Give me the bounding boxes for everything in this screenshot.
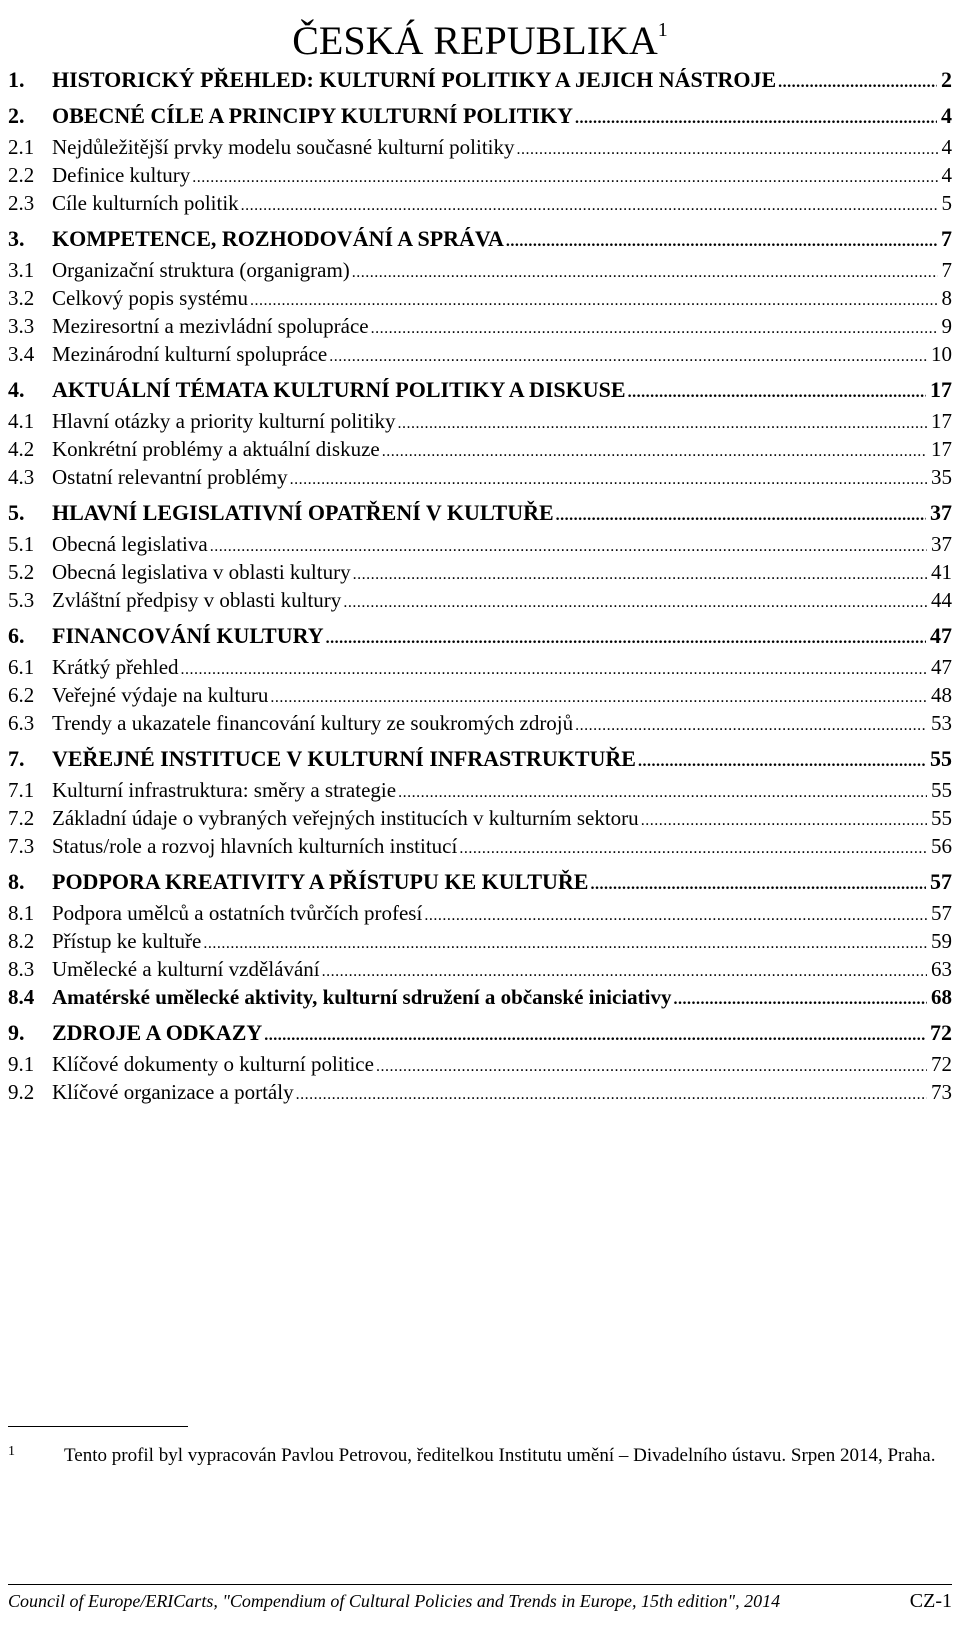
toc-leader-dots — [352, 259, 938, 287]
toc-number: 4.3 — [8, 465, 35, 489]
toc-leader-dots — [326, 625, 926, 653]
toc-number: 7.2 — [8, 806, 35, 830]
toc-leader-dots — [371, 315, 938, 343]
page-number: CZ-1 — [909, 1590, 952, 1612]
toc-number: 6. — [8, 623, 25, 648]
toc-leader-dots — [424, 902, 927, 930]
toc-section[interactable] — [8, 1019, 952, 1047]
toc-title: Veřejné výdaje na kulturu — [52, 683, 269, 707]
toc-page-number: 5 — [941, 191, 952, 215]
toc-number: 3.4 — [8, 342, 35, 366]
toc-leader-dots — [270, 684, 927, 712]
toc-number: 2. — [8, 103, 25, 128]
toc-leader-dots — [575, 105, 937, 133]
toc-subsection[interactable] — [8, 1078, 952, 1106]
toc-title: Krátký přehled — [52, 655, 179, 679]
toc-subsection[interactable] — [8, 776, 952, 804]
toc-number: 7.1 — [8, 778, 35, 802]
toc-page-number: 7 — [941, 258, 952, 282]
toc-number: 3.3 — [8, 314, 35, 338]
toc-section[interactable] — [8, 868, 952, 896]
toc-page-number: 68 — [931, 985, 952, 1009]
toc-leader-dots — [398, 779, 927, 807]
toc-subsection[interactable] — [8, 709, 952, 737]
toc-leader-dots — [296, 1081, 927, 1109]
toc-number: 8.2 — [8, 929, 35, 953]
toc-number: 3.2 — [8, 286, 35, 310]
toc-page-number: 4 — [941, 163, 952, 187]
toc-page-number: 63 — [931, 957, 952, 981]
toc-title: Podpora umělců a ostatních tvůrčích profesí — [52, 901, 423, 925]
toc-leader-dots — [181, 656, 927, 684]
toc-title: Kulturní infrastruktura: směry a strategie — [52, 778, 397, 802]
toc-section[interactable] — [8, 745, 952, 773]
toc-number: 6.1 — [8, 655, 35, 679]
toc-title: Status/role a rozvoj hlavních kulturních institucí — [52, 834, 458, 858]
toc-leader-dots — [382, 438, 927, 466]
toc-page-number: 17 — [931, 437, 952, 461]
toc-title: ZDROJE A ODKAZY — [52, 1020, 263, 1045]
toc-number: 7.3 — [8, 834, 35, 858]
toc-leader-dots — [192, 164, 937, 192]
toc-leader-dots — [506, 228, 937, 256]
toc-title: AKTUÁLNÍ TÉMATA KULTURNÍ POLITIKY A DISKUSE — [52, 377, 626, 402]
toc-page-number: 9 — [941, 314, 952, 338]
toc-title: Amatérské umělecké aktivity, kulturní sdružení a občanské iniciativy — [52, 985, 672, 1009]
toc-page-number: 44 — [931, 588, 952, 612]
toc-subsection[interactable] — [8, 653, 952, 681]
toc-section[interactable] — [8, 376, 952, 404]
toc-subsection[interactable] — [8, 832, 952, 860]
toc-leader-dots — [628, 379, 926, 407]
toc-number: 8.1 — [8, 901, 35, 925]
toc-page-number: 35 — [931, 465, 952, 489]
toc-leader-dots — [203, 930, 927, 958]
toc-subsection[interactable] — [8, 407, 952, 435]
toc-page-number: 37 — [930, 500, 952, 525]
toc-page-number: 41 — [931, 560, 952, 584]
toc-page-number: 4 — [941, 135, 952, 159]
footer-citation: Council of Europe/ERICarts, "Compendium of Cultural Policies and Trends in Europe, 15th edition", 2014 — [8, 1591, 781, 1611]
toc-title: Umělecké a kulturní vzdělávání — [52, 957, 320, 981]
toc-leader-dots — [343, 589, 927, 617]
toc-subsection[interactable] — [8, 681, 952, 709]
toc-page-number: 53 — [931, 711, 952, 735]
footer-divider — [8, 1584, 952, 1585]
toc-page-number: 57 — [931, 901, 952, 925]
toc-section[interactable] — [8, 499, 952, 527]
toc-title: Meziresortní a mezivládní spolupráce — [52, 314, 369, 338]
toc-page-number: 55 — [931, 806, 952, 830]
toc-subsection[interactable] — [8, 312, 952, 340]
toc-page-number: 10 — [931, 342, 952, 366]
toc-number: 9. — [8, 1020, 25, 1045]
toc-number: 8.3 — [8, 957, 35, 981]
toc-leader-dots — [376, 1053, 927, 1081]
toc-subsection[interactable] — [8, 558, 952, 586]
toc-leader-dots — [556, 502, 926, 530]
toc-title: Klíčové organizace a portály — [52, 1080, 294, 1104]
toc-subsection[interactable] — [8, 435, 952, 463]
toc-section[interactable] — [8, 225, 952, 253]
toc-number: 4. — [8, 377, 25, 402]
toc-page-number: 8 — [941, 286, 952, 310]
toc-page-number: 4 — [941, 103, 952, 128]
toc-subsection[interactable] — [8, 899, 952, 927]
toc-leader-dots — [210, 533, 927, 561]
toc-title: Přístup ke kultuře — [52, 929, 202, 953]
toc-page-number: 57 — [930, 869, 952, 894]
toc-leader-dots — [398, 410, 927, 438]
toc-leader-dots — [575, 712, 927, 740]
toc-number: 5.3 — [8, 588, 35, 612]
toc-section[interactable] — [8, 622, 952, 650]
toc-title: Definice kultury — [52, 163, 191, 187]
toc-title: HISTORICKÝ PŘEHLED: KULTURNÍ POLITIKY A JEJICH NÁSTROJE — [52, 67, 777, 92]
toc-title: KOMPETENCE, ROZHODOVÁNÍ A SPRÁVA — [52, 226, 504, 251]
toc-leader-dots — [264, 1022, 926, 1050]
toc-title: Trendy a ukazatele financování kultury ze soukromých zdrojů — [52, 711, 574, 735]
toc-leader-dots — [641, 807, 927, 835]
toc-leader-dots — [353, 561, 927, 589]
toc-title: Cíle kulturních politik — [52, 191, 239, 215]
toc-page-number: 17 — [931, 409, 952, 433]
page-title-text: ČESKÁ REPUBLIKA — [292, 18, 658, 63]
toc-page-number: 72 — [931, 1052, 952, 1076]
toc-subsection[interactable] — [8, 161, 952, 189]
toc-title: Obecná legislativa — [52, 532, 208, 556]
toc-leader-dots — [778, 69, 937, 97]
page-footer — [8, 1590, 952, 1613]
toc-subsection[interactable] — [8, 955, 952, 983]
toc-subsection[interactable] — [8, 463, 952, 491]
toc-page-number: 2 — [941, 67, 952, 92]
toc-title: Konkrétní problémy a aktuální diskuze — [52, 437, 380, 461]
toc-number: 3.1 — [8, 258, 35, 282]
toc-subsection[interactable] — [8, 804, 952, 832]
toc-subsection[interactable] — [8, 983, 952, 1011]
toc-number: 5.2 — [8, 560, 35, 584]
toc-number: 8. — [8, 869, 25, 894]
toc-title: Hlavní otázky a priority kulturní politiky — [52, 409, 396, 433]
toc-title: FINANCOVÁNÍ KULTURY — [52, 623, 324, 648]
toc-page-number: 73 — [931, 1080, 952, 1104]
toc-subsection[interactable] — [8, 284, 952, 312]
toc-title: Základní údaje o vybraných veřejných institucích v kulturním sektoru — [52, 806, 639, 830]
toc-page-number: 55 — [930, 746, 952, 771]
toc-number: 2.1 — [8, 135, 35, 159]
toc-subsection[interactable] — [8, 340, 952, 368]
toc-leader-dots — [674, 986, 928, 1014]
toc-number: 4.2 — [8, 437, 35, 461]
toc-page-number: 37 — [931, 532, 952, 556]
toc-page-number: 48 — [931, 683, 952, 707]
footnote — [8, 1440, 952, 1472]
toc-number: 7. — [8, 746, 25, 771]
toc-number: 6.2 — [8, 683, 35, 707]
toc-page-number: 59 — [931, 929, 952, 953]
footnote-divider — [8, 1426, 188, 1427]
toc-subsection[interactable] — [8, 189, 952, 217]
toc-number: 9.2 — [8, 1080, 35, 1104]
toc-number: 8.4 — [8, 985, 35, 1009]
toc-number: 3. — [8, 226, 25, 251]
toc-page-number: 55 — [931, 778, 952, 802]
toc-title: HLAVNÍ LEGISLATIVNÍ OPATŘENÍ V KULTUŘE — [52, 500, 554, 525]
toc-title: VEŘEJNÉ INSTITUCE V KULTURNÍ INFRASTRUKTUŘE — [52, 746, 636, 771]
toc-subsection[interactable] — [8, 256, 952, 284]
page-title — [0, 0, 960, 63]
toc-number: 5. — [8, 500, 25, 525]
toc-subsection[interactable] — [8, 927, 952, 955]
title-footnote-link[interactable]: 1 — [657, 19, 668, 41]
toc-leader-dots — [517, 136, 938, 164]
toc-leader-dots — [241, 192, 938, 220]
footnote-text: Tento profil byl vypracován Pavlou Petrovou, ředitelkou Institutu umění – Divadelního ústavu. Srpen 2014, Praha. — [64, 1445, 936, 1466]
toc-title: Organizační struktura (organigram) — [52, 258, 350, 282]
toc-title: PODPORA KREATIVITY A PŘÍSTUPU KE KULTUŘE — [52, 869, 589, 894]
toc-leader-dots — [322, 958, 927, 986]
toc-number: 1. — [8, 67, 25, 92]
toc-page-number: 72 — [930, 1020, 952, 1045]
toc-leader-dots — [290, 466, 927, 494]
toc-subsection[interactable] — [8, 530, 952, 558]
toc-page-number: 47 — [931, 655, 952, 679]
toc-section[interactable] — [8, 66, 952, 94]
toc-title: Klíčové dokumenty o kulturní politice — [52, 1052, 374, 1076]
toc-title: Ostatní relevantní problémy — [52, 465, 288, 489]
toc-subsection[interactable] — [8, 133, 952, 161]
toc-leader-dots — [590, 871, 926, 899]
toc-number: 5.1 — [8, 532, 35, 556]
footnote-mark: 1 — [8, 1444, 15, 1459]
toc-title: Mezinárodní kulturní spolupráce — [52, 342, 328, 366]
toc-number: 2.2 — [8, 163, 35, 187]
toc-page-number: 17 — [930, 377, 952, 402]
toc-title: Celkový popis systému — [52, 286, 249, 310]
toc-leader-dots — [329, 343, 927, 371]
toc-subsection[interactable] — [8, 586, 952, 614]
toc-leader-dots — [459, 835, 927, 863]
toc-subsection[interactable] — [8, 1050, 952, 1078]
toc-page-number: 56 — [931, 834, 952, 858]
toc-number: 6.3 — [8, 711, 35, 735]
toc-number: 9.1 — [8, 1052, 35, 1076]
toc-title: Nejdůležitější prvky modelu současné kulturní politiky — [52, 135, 515, 159]
toc-page-number: 7 — [941, 226, 952, 251]
toc-title: OBECNÉ CÍLE A PRINCIPY KULTURNÍ POLITIKY — [52, 103, 573, 128]
toc-title: Zvláštní předpisy v oblasti kultury — [52, 588, 342, 612]
toc-number: 2.3 — [8, 191, 35, 215]
toc-leader-dots — [250, 287, 937, 315]
toc-leader-dots — [638, 748, 926, 776]
toc-number: 4.1 — [8, 409, 35, 433]
toc-page-number: 47 — [930, 623, 952, 648]
toc-title: Obecná legislativa v oblasti kultury — [52, 560, 351, 584]
table-of-contents — [8, 66, 952, 1106]
toc-section[interactable] — [8, 102, 952, 130]
